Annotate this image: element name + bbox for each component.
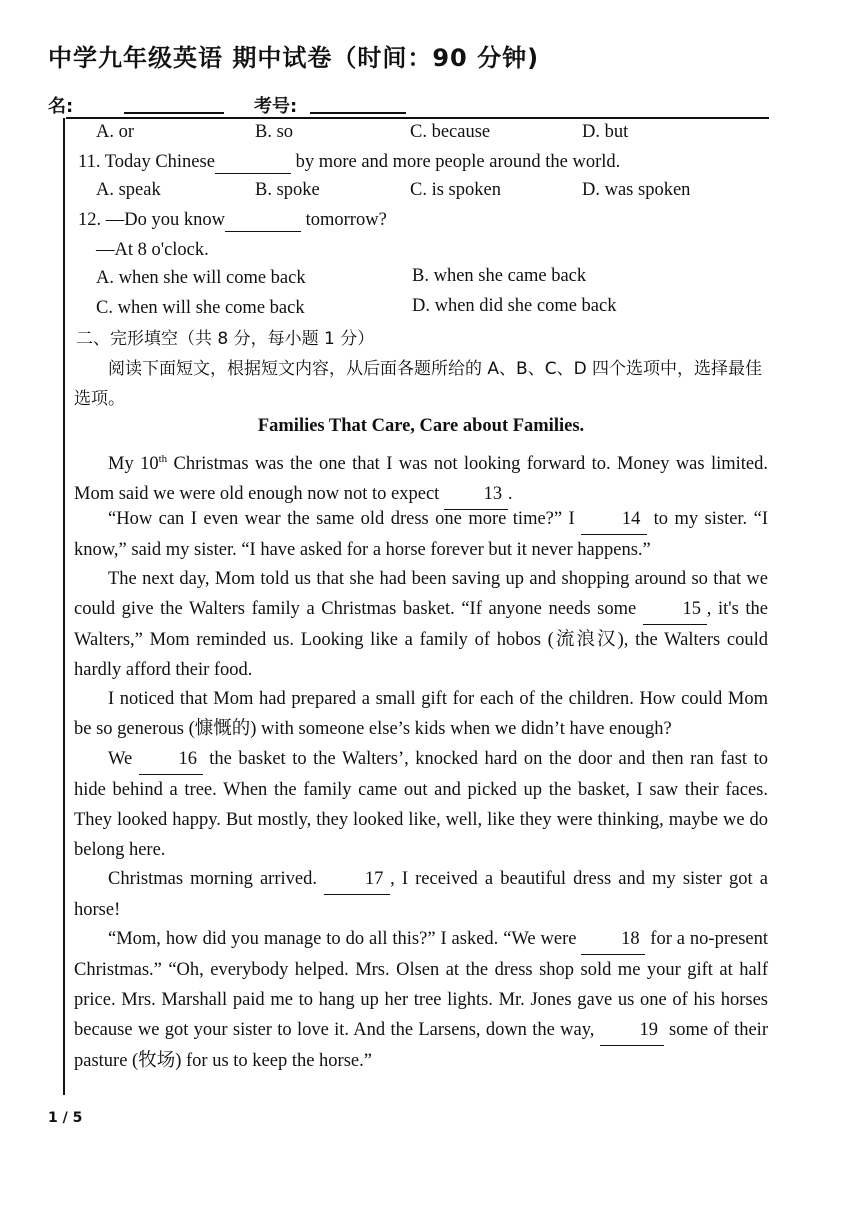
passage-paragraph-7	[74, 924, 768, 1076]
exam-number-label: 考号:	[254, 96, 298, 117]
q11-option-a: A. speak	[96, 180, 161, 200]
passage-title: Families That Care, Care about Families.	[257, 416, 585, 436]
p2-text-b: to my sister. “I know,” said my sister. “I have asked for a horse forever but it never happens.”	[74, 509, 768, 560]
q12-option-d: D. when did she come back	[412, 296, 617, 316]
p7-text-a: “Mom, how did you manage to do all this?” I asked. “We were	[108, 929, 582, 949]
passage-paragraph-6	[74, 864, 768, 925]
blank-19: 19	[600, 1015, 664, 1046]
q11-option-c: C. is spoken	[410, 180, 501, 200]
q12-option-a: A. when she will come back	[96, 268, 306, 288]
q11-option-b: B. spoke	[255, 180, 320, 200]
p2-text-a: “How can I even wear the same old dress one more time?” I	[108, 509, 582, 529]
q12-option-c: C. when will she come back	[96, 298, 305, 318]
q10-option-b: B. so	[255, 122, 294, 142]
q10-option-c: C. because	[410, 122, 491, 142]
student-info-line	[48, 92, 768, 120]
passage-paragraph-2	[74, 504, 768, 565]
blank-18: 18	[581, 924, 645, 955]
p1-text-b: Christmas was the one that I was not looking forward to. Money was limited. Mom said we were old enough now not to expect	[74, 454, 768, 505]
exam-number-blank	[310, 112, 406, 114]
instructions-text: 阅读下面短文，根据短文内容，从后面各题所给的 A、B、C、D 四个选项中，选择最佳选项。	[74, 359, 763, 409]
q12-suffix: tomorrow?	[300, 210, 387, 230]
q12-option-b: B. when she came back	[412, 266, 587, 286]
p5-text-b: the basket to the Walters’, knocked hard on the door and then ran fast to hide behind a tree. When the family came out and picked up the basket, I saw their faces. They looked happy. But mostly, they looked like, well, like they were thinking, maybe we do belong here.	[74, 749, 768, 860]
section-2-instructions	[74, 354, 768, 414]
p1-text-c: .	[507, 484, 513, 505]
q11-option-d: D. was spoken	[582, 180, 691, 200]
p3-text-a: The next day, Mom told us that she had been saving up and shopping around so that we could give the Walters family a Christmas basket. “If anyone needs some	[74, 569, 768, 619]
question-12	[78, 210, 387, 232]
p7-text-c: some of their pasture (牧场) for us to keep the horse.”	[74, 1020, 768, 1071]
q10-option-d: D. but	[582, 122, 629, 142]
q11-prefix: 11. Today Chinese	[78, 152, 215, 172]
exam-title: 中学九年级英语 期中试卷（时间：90 分钟)	[48, 44, 540, 72]
margin-line	[63, 118, 65, 1095]
q10-option-a: A. or	[96, 122, 135, 142]
p7-text-b: for a no-present Christmas.” “Oh, everybody helped. Mrs. Olsen at the dress shop sold me your gift at half price. Mrs. Marshall paid me to hang up her tree lights. Mr. Jones gave us one of his horses because we got your sister to love it. And the Larsens, down the way,	[74, 929, 769, 1040]
section-2-title: 二、完形填空（共 8 分，每小题 1 分）	[76, 329, 375, 349]
blank-14: 14	[581, 504, 647, 535]
passage-paragraph-4: I noticed that Mom had prepared a small gift for each of the children. How could Mom be so generous (慷慨的) with someone else’s kids when we didn’t have enough?	[74, 689, 768, 739]
passage-paragraph-5	[74, 744, 768, 865]
p6-text-b: , I received a beautiful dress and my sister got a horse!	[74, 869, 769, 920]
name-label: 名:	[48, 96, 74, 117]
blank-15: 15	[643, 594, 707, 625]
blank-13: 13	[444, 479, 508, 510]
p5-text-a: We	[108, 749, 139, 769]
blank-16: 16	[139, 744, 203, 775]
page-number: 1 / 5	[48, 1110, 83, 1126]
p1-text-a: My 10	[108, 454, 159, 475]
name-blank	[124, 112, 224, 114]
passage-paragraph-3	[74, 564, 768, 685]
p6-text-a: Christmas morning arrived.	[108, 869, 325, 889]
q12-prefix: 12. —Do you know	[78, 210, 225, 230]
q11-suffix: by more and more people around the world.	[290, 152, 621, 172]
question-11	[78, 152, 620, 174]
blank-17: 17	[324, 864, 390, 895]
header-divider	[66, 117, 769, 119]
p1-superscript: th	[158, 453, 168, 465]
passage-paragraph-1	[74, 444, 768, 510]
p3-text-b: , it's the Walters,” Mom reminded us. Looking like a family of hobos (流浪汉), the Walters could hardly afford their food.	[74, 599, 768, 680]
q12-blank	[225, 210, 301, 232]
q12-answer-line: —At 8 o'clock.	[96, 240, 209, 260]
q11-blank	[215, 152, 291, 174]
